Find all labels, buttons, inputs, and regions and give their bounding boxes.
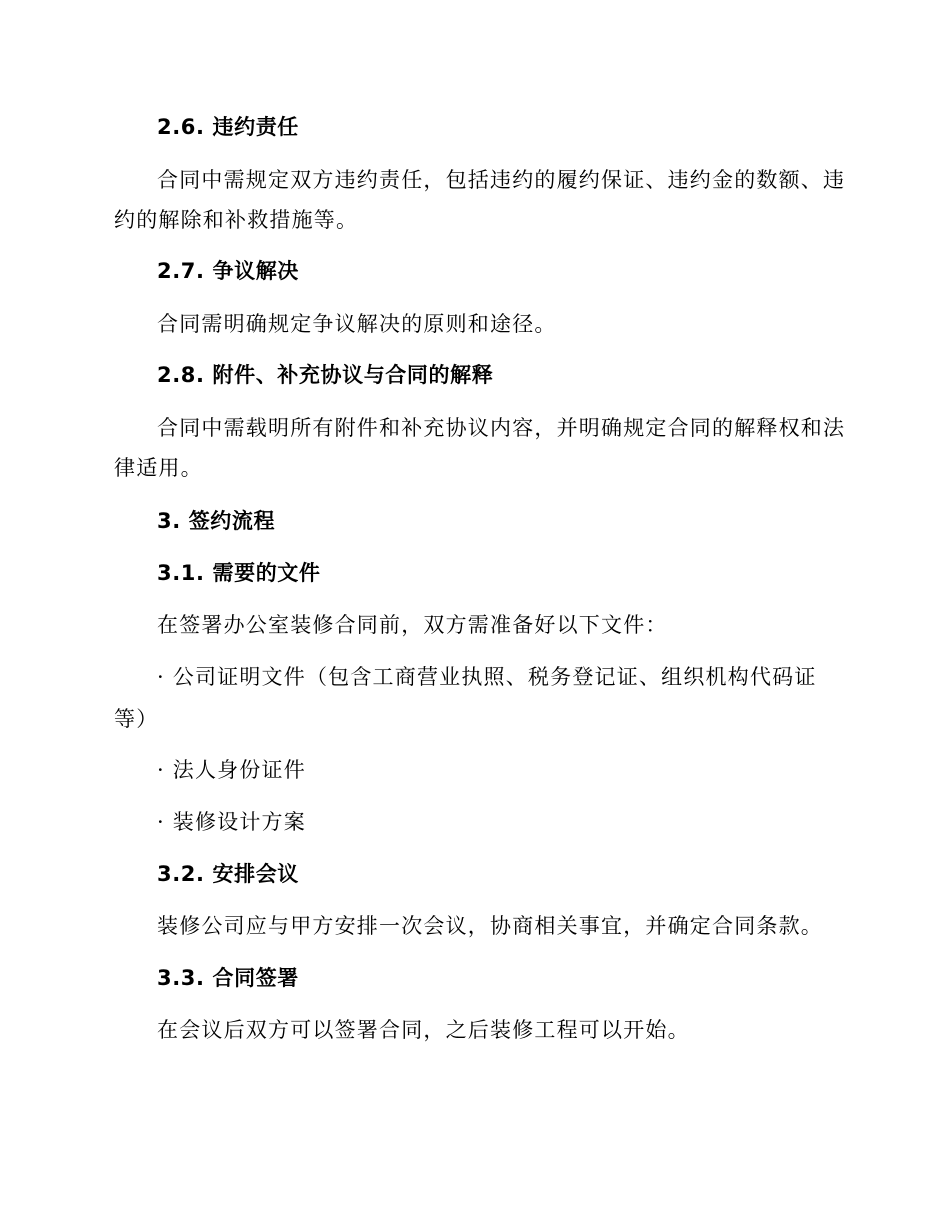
bullet-item: · 公司证明文件（包含工商营业执照、税务登记证、组织机构代码证 <box>157 665 817 689</box>
section-heading-2-7: 2.7. 争议解决 <box>157 259 299 283</box>
section-heading-3: 3. 签约流程 <box>157 509 276 533</box>
section-heading-3-1: 3.1. 需要的文件 <box>157 561 321 585</box>
section-heading-2-6: 2.6. 违约责任 <box>157 115 299 139</box>
paragraph-line: 在签署办公室装修合同前，双方需准备好以下文件： <box>157 613 668 637</box>
paragraph-line: 合同中需载明所有附件和补充协议内容，并明确规定合同的解释权和法 <box>157 416 846 440</box>
paragraph-line: 约的解除和补救措施等。 <box>114 208 359 232</box>
bullet-item-continuation: 等） <box>114 707 159 731</box>
paragraph-line: 装修公司应与甲方安排一次会议，协商相关事宜，并确定合同条款。 <box>157 914 823 938</box>
paragraph-line: 合同需明确规定争议解决的原则和途径。 <box>157 312 557 336</box>
section-heading-3-2: 3.2. 安排会议 <box>157 862 299 886</box>
paragraph-line: 律适用。 <box>114 456 203 480</box>
paragraph-line: 在会议后双方可以签署合同，之后装修工程可以开始。 <box>157 1018 690 1042</box>
section-heading-2-8: 2.8. 附件、补充协议与合同的解释 <box>157 363 494 387</box>
bullet-item: · 法人身份证件 <box>157 758 306 782</box>
bullet-item: · 装修设计方案 <box>157 810 306 834</box>
section-heading-3-3: 3.3. 合同签署 <box>157 966 299 990</box>
paragraph-line: 合同中需规定双方违约责任，包括违约的履约保证、违约金的数额、违 <box>157 168 846 192</box>
